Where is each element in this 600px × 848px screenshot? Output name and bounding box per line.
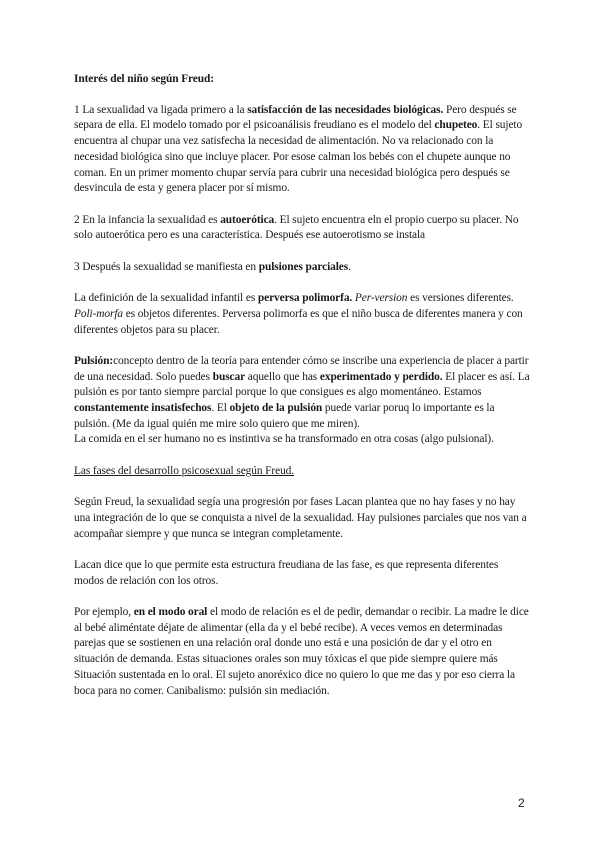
paragraph-5: Pulsión:concepto dentro de la teoría para entender cómo se inscribe una experiencia de placer a partir de una necesidad. Solo puedes buscar aquello que has experimentado y perdido. El placer es así. La pulsión es por tanto siempre parcial porque lo que consigues es algo momentáneo. Estamos constantemente insatisfechos. El objeto de la pulsión puede variar poruq lo importante es la pulsión. (Me da igual quién me mire solo quiero que me miren). La comida en el ser humano no es instintiva se ha transformado en otra cosas (algo pulsional).: [74, 354, 530, 446]
paragraph-6: Según Freud, la sexualidad segía una progresión por fases Lacan plantea que no hay fases y no hay una integración de lo que se conquista a nivel de la sexualidad. Hay pulsiones parciales que nos van a acompañar siempre y que nunca se integran completamente.: [74, 496, 527, 540]
paragraph-1: 1 La sexualidad va ligada primero a la satisfacción de las necesidades biológicas. Pero después se separa de ella. El modelo tomado por el psicoanálisis freudiano es el modelo del chupeteo. El sujeto encuentra al chupar una vez satisfecha la necesidad de alimentación. No va relacionado con la necesidad biológica sino que incluye placer. Por esose calman los bebés con el chupete aunque no coman. En un primer momento chupar servía para cubrir una necesidad biológica pero después se desvincula de esta y genera placer por sí mismo.: [74, 103, 523, 195]
paragraph-4: La definición de la sexualidad infantil es perversa polimorfa. Per-version es versiones diferentes. Poli-morfa es objetos diferentes. Perversa polimorfa es que el niño busca de diferentes manera y con diferentes objetos para su placer.: [74, 292, 523, 336]
section-heading: Las fases del desarrollo psicosexual según Freud.: [74, 464, 295, 477]
paragraph-7: Lacan dice que lo que permite esta estructura freudiana de las fase, es que representa diferentes modos de relación con los otros.: [74, 558, 499, 587]
page-number: 2: [518, 796, 525, 810]
paragraph-3: 3 Después la sexualidad se manifiesta en pulsiones parciales.: [74, 260, 351, 273]
paragraph-8: Por ejemplo, en el modo oral el modo de relación es el de pedir, demandar o recibir. La madre le dice al bebé aliméntate déjate de alimentar (ella da y el bebé recibe). A veces vemos en determinadas parejas que se sostienen en una relación oral donde uno está e una posición de dar y el otro en situación de demanda. Estas situaciones orales son muy tóxicas el que pide siempre quiere más Situación sustentada en lo oral. El sujeto anoréxico dice no quiero lo que me das y por eso cierra la boca para no comer. Canibalismo: pulsión sin mediación.: [74, 606, 529, 697]
document-title: Interés del niño según Freud:: [74, 73, 214, 85]
document-body: [74, 72, 530, 699]
paragraph-2: 2 En la infancia la sexualidad es autoerótica. El sujeto encuentra eln el propio cuerpo su placer. No solo autoerótica pero es una característica. Después ese autoerotismo se instala: [74, 213, 519, 242]
